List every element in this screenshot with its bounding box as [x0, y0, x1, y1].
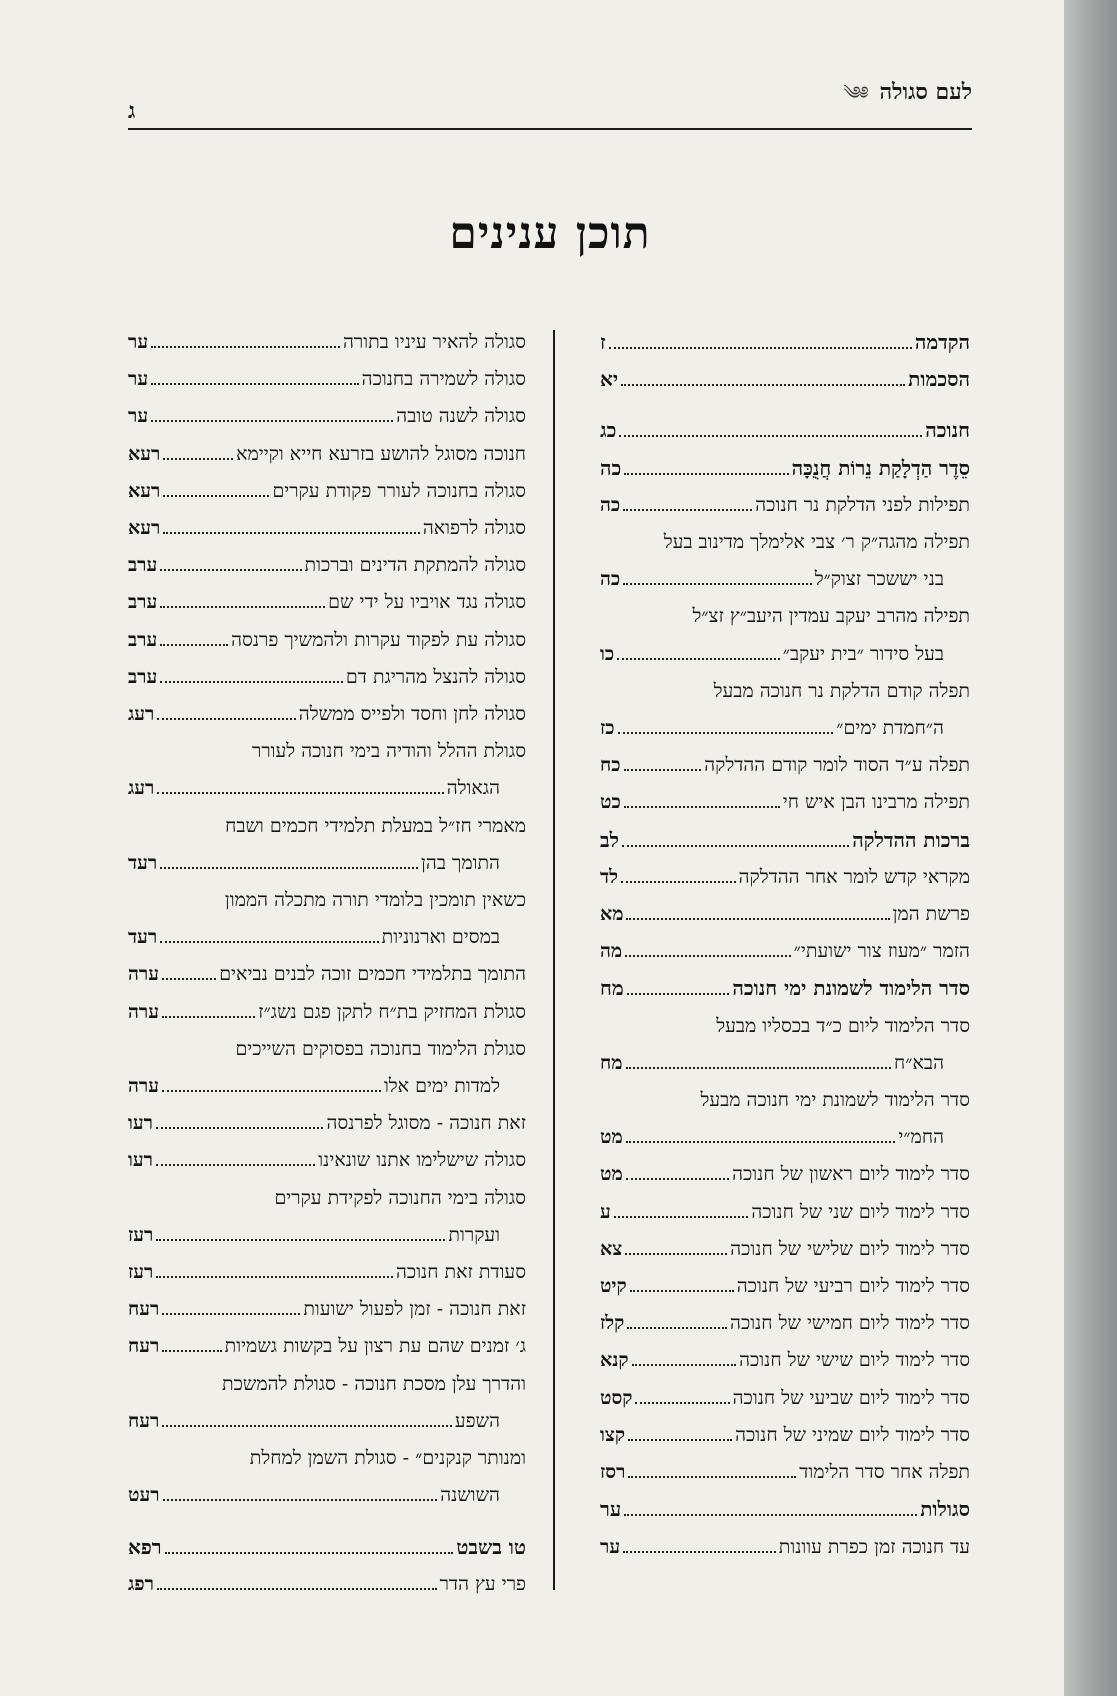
toc-entry [128, 1328, 526, 1365]
dot-leader [609, 347, 912, 349]
toc-entry-title: סדר הלימוד ליום כ״ד בכסליו מבעל [716, 1014, 970, 1037]
dot-leader [160, 569, 301, 571]
toc-entry-title: החמ״י [898, 1126, 944, 1149]
toc-entry [600, 673, 970, 747]
toc-entry-title: סדר לימוד ליום שני של חנוכה [751, 1200, 970, 1223]
toc-entry-title: מאמרי חז״ל במעלת תלמידי חכמים ושבח [225, 814, 526, 837]
toc-entry-title: עד חנוכה זמן כפרת עוונות [778, 1535, 970, 1558]
toc-entry-page: רעג [128, 777, 155, 800]
toc-entry [600, 1342, 970, 1379]
toc-entry-title: סגולות [920, 1497, 970, 1522]
book-page-edge [1064, 0, 1117, 1696]
running-header [128, 80, 972, 130]
toc-entry-title: תפלה אחר סדר הלימוד [799, 1461, 970, 1484]
toc-entry-title: סדר לימוד ליום שלישי של חנוכה [730, 1237, 970, 1260]
toc-entry [600, 1194, 970, 1231]
toc-entry-page: רעא [128, 479, 161, 502]
toc-entry-title: ג׳ זמנים שהם עת רצון על בקשות גשמיות [224, 1335, 526, 1358]
page-title: תוכן ענינים [449, 208, 651, 259]
dot-leader [624, 473, 788, 475]
toc-entry-title: הסכמות [908, 367, 970, 392]
toc-entry [600, 1454, 970, 1491]
dot-leader [624, 806, 780, 808]
toc-entry-page: ז [600, 330, 606, 354]
toc-entry-title: זאת חנוכה - זמן לפעול ישועות [303, 1298, 526, 1321]
toc-entry [128, 1366, 526, 1440]
toc-entry-title: מקראי קדש לומר אחר ההדלקה [738, 865, 970, 888]
toc-entry-title: תפילות לפני הדלקת נר חנוכה [755, 493, 970, 516]
dot-leader [621, 384, 905, 386]
ornament-icon: ༄༅ [843, 83, 869, 104]
toc-entry-page: קיט [600, 1275, 627, 1298]
toc-entry [128, 956, 526, 993]
toc-entry-page: רעט [128, 1484, 160, 1507]
toc-entry-title: התומך בהן [421, 851, 500, 874]
toc-entry-title: בעל סידור ״בית יעקב״ [782, 642, 944, 665]
dot-leader [626, 1178, 729, 1180]
toc-entry [600, 412, 970, 449]
dot-leader [622, 845, 849, 847]
dot-leader [628, 1439, 732, 1441]
toc-entry-title: סגולה נגד אויביו על ידי שם [328, 591, 526, 614]
dot-leader [165, 1552, 454, 1554]
dot-leader [163, 458, 233, 460]
toc-column-right [600, 324, 970, 1566]
toc-entry [128, 510, 526, 547]
toc-entry-page: רעד [128, 926, 158, 949]
toc-entry-title: סגולה להאיר עיניו בתורה [342, 331, 526, 353]
toc-entry-page: רסז [600, 1461, 626, 1484]
toc-entry-title: סדר לימוד ליום שמיני של חנוכה [735, 1423, 970, 1446]
toc-entry-title: הבא״ח [894, 1051, 944, 1074]
dot-leader [626, 1141, 896, 1143]
toc-entry [600, 1156, 970, 1193]
dot-leader [618, 732, 834, 734]
toc-entry [600, 859, 970, 896]
toc-entry-title: טו בשבט [456, 1534, 526, 1559]
toc-entry-title: סדר לימוד ליום ראשון של חנוכה [732, 1163, 970, 1186]
dot-leader [624, 769, 702, 771]
dot-leader [162, 978, 216, 980]
dot-leader [162, 1350, 221, 1352]
toc-entry-title: השפע [454, 1409, 500, 1432]
toc-entry-page: מא [600, 903, 624, 926]
toc-entry [600, 970, 970, 1007]
toc-entry-title: סדר הלימוד לשמונת ימי חנוכה מבעל [700, 1089, 970, 1112]
dot-leader [156, 1239, 445, 1241]
dot-leader [625, 955, 790, 957]
toc-entry-page: ערה [128, 1000, 160, 1023]
toc-entry-page: ערה [128, 963, 160, 986]
toc-entry [600, 822, 970, 859]
dot-leader [623, 1551, 776, 1553]
toc-entry-title: סגולה לשמירה בחנוכה [361, 368, 526, 391]
dot-leader [626, 918, 889, 920]
toc-entry-page: מח [600, 976, 624, 1001]
dot-leader [160, 867, 418, 869]
dot-leader [635, 1402, 729, 1404]
toc-entry-title: סדר לימוד ליום שביעי של חנוכה [732, 1386, 970, 1409]
toc-entry-page: רעו [128, 1149, 153, 1172]
toc-entry-page: רעו [128, 1112, 153, 1135]
toc-entry-title: סגולה עת לפקוד עקרות ולהמשיך פרנסה [231, 628, 526, 651]
toc-entry-page: ער [128, 405, 149, 428]
toc-entry-title: הזמר ״מעוז צור ישועתי״ [793, 940, 970, 963]
toc-entry-page: רעג [128, 703, 155, 726]
toc-entry-title: כשאין תומכין בלומדי תורה מתכלה הממון [224, 889, 526, 912]
toc-entry-title: סגולה לשנה טובה [396, 405, 526, 428]
toc-entry-title: סדר לימוד ליום רביעי של חנוכה [736, 1275, 970, 1298]
toc-entry-title: סגולה להמתקת הדינים וברכות [304, 554, 526, 577]
toc-entry [600, 324, 970, 361]
toc-entry-title: סדר לימוד ליום שישי של חנוכה [739, 1349, 970, 1372]
toc-entry-title: סגולה בימי החנוכה לפקידת עקרים [274, 1186, 526, 1209]
dot-leader [162, 1313, 300, 1315]
toc-entry [600, 1380, 970, 1417]
toc-entry-page: כה [600, 568, 621, 591]
toc-entry-title: למדות ימים אלו [383, 1075, 500, 1098]
toc-entry [128, 1566, 526, 1603]
toc-entry [128, 584, 526, 621]
toc-entry [128, 622, 526, 659]
toc-entry [128, 1440, 526, 1514]
toc-entry-title: פרי עץ הדר [439, 1572, 526, 1595]
toc-entry-page: רעח [128, 1409, 160, 1432]
dot-leader [160, 941, 378, 943]
toc-entry [600, 1491, 970, 1528]
dot-leader [623, 583, 811, 585]
toc-entry-title: ה״חמדת ימים״ [836, 717, 944, 740]
toc-entry-page: ע [600, 1200, 611, 1223]
dot-leader [160, 681, 343, 683]
toc-entry-title: סגולה בחנוכה לעורר פקודת עקרים [272, 479, 526, 502]
toc-entry-page: רעד [128, 851, 158, 874]
toc-entry-title: סגולת הלימוד בחנוכה בפסוקים השייכים [235, 1037, 526, 1060]
dot-leader [151, 420, 393, 422]
toc-entry-page: כה [600, 455, 622, 480]
toc-entry [128, 398, 526, 435]
column-divider [553, 330, 555, 1590]
toc-entry [600, 784, 970, 821]
toc-entry-title: זאת חנוכה - מסוגל לפרנסה [326, 1112, 526, 1135]
toc-entry [600, 1268, 970, 1305]
toc-entry-page: ערה [128, 1075, 160, 1098]
dot-leader [627, 1327, 727, 1329]
toc-entry [600, 933, 970, 970]
toc-entry-title: הקדמה [914, 330, 970, 354]
toc-entry-title: סדר לימוד ליום חמישי של חנוכה [730, 1312, 970, 1335]
toc-entry-page: רפא [128, 1534, 162, 1559]
toc-entry-title: והדרך עלן מסכת חנוכה - סגולת להמשכת [222, 1372, 526, 1395]
dot-leader [162, 1016, 255, 1018]
dot-leader [156, 1276, 393, 1278]
toc-entry [128, 1180, 526, 1254]
dot-leader [156, 1164, 315, 1166]
toc-entry-page: כט [600, 791, 621, 814]
toc-entry-page: רעא [128, 442, 161, 465]
dot-leader [157, 1588, 437, 1590]
dot-leader [157, 792, 443, 794]
toc-entry-title: תפילה מרבינו הבן איש חי [782, 791, 970, 814]
toc-entry [600, 361, 970, 398]
toc-entry [128, 361, 526, 398]
toc-entry-title: סֵדֶר הַדְלָקַת נֵרוֹת חֲנֻכָּה [791, 455, 970, 480]
toc-entry [128, 1291, 526, 1328]
toc-entry-page: קסט [600, 1386, 633, 1409]
toc-entry [600, 1529, 970, 1566]
toc-entry-page: רעז [128, 1261, 154, 1284]
toc-entry [600, 1082, 970, 1156]
page-number: ג [128, 98, 136, 124]
dot-leader [160, 644, 228, 646]
toc-entry [128, 1529, 526, 1566]
toc-entry [128, 436, 526, 473]
dot-leader [628, 1476, 796, 1478]
toc-entry-page: כח [600, 754, 621, 777]
toc-column-left [128, 324, 526, 1603]
toc-entry-title: במסים וארנוניות [381, 926, 500, 949]
toc-entry-title: תפלה קודם הדלקת נר חנוכה מבעל [713, 679, 970, 702]
dot-leader [163, 532, 420, 534]
dot-leader [160, 606, 325, 608]
toc-entry-title: התומך בתלמידי חכמים זוכה לבנים נביאים [219, 963, 526, 986]
toc-entry-page: כה [600, 493, 621, 516]
toc-entry-page: ערב [128, 665, 158, 688]
dot-leader [619, 435, 922, 437]
dot-leader [624, 1514, 917, 1516]
dot-leader [163, 495, 269, 497]
toc-entry [600, 450, 970, 487]
toc-entry-page: ער [128, 331, 149, 353]
toc-entry [600, 1417, 970, 1454]
dot-leader [614, 1216, 749, 1218]
dot-leader [623, 509, 752, 511]
toc-entry-page: כג [600, 418, 617, 443]
toc-entry-page: צא [600, 1237, 623, 1260]
toc-entry [128, 882, 526, 956]
toc-entry-title: סגולת המחזיק בת״ח לתקן פגם נשג״ז [258, 1000, 526, 1023]
toc-entry-page: כז [600, 717, 615, 740]
toc-entry [128, 1105, 526, 1142]
toc-entry-page: לד [600, 865, 619, 888]
toc-entry-title: פרשת המן [892, 903, 970, 926]
toc-entry [128, 473, 526, 510]
running-title: לעם סגולה [879, 79, 972, 105]
toc-entry-page: רעח [128, 1335, 160, 1358]
toc-entry-title: סדר הלימוד לשמונת ימי חנוכה [732, 976, 970, 1001]
toc-entry-page: רפג [128, 1572, 154, 1595]
toc-entry-title: ומנותר קנקנים״ - סגולת השמן למחלת [249, 1447, 526, 1470]
toc-entry-title: תפלה ע״ד הסוד לומר קודם ההדלקה [704, 754, 970, 777]
dot-leader [630, 1290, 734, 1292]
dot-leader [621, 881, 736, 883]
toc-entry-page: קנא [600, 1349, 629, 1372]
toc-entry-title: סגולה לחן וחסד ולפייס ממשלה [298, 703, 526, 726]
toc-entry-page: יא [600, 367, 619, 392]
toc-entry-page: מח [600, 1051, 623, 1074]
toc-entry [600, 1305, 970, 1342]
toc-entry-title: בני יששכר זצוק״ל [814, 568, 944, 591]
toc-entry [600, 1231, 970, 1268]
toc-entry [128, 324, 526, 361]
toc-entry-page: ערב [128, 554, 158, 577]
dot-leader [151, 346, 340, 348]
toc-entry [128, 994, 526, 1031]
toc-entry-page: רעז [128, 1223, 154, 1246]
toc-entry-title: סגולה שישלימו אתנו שונאינו [318, 1149, 526, 1172]
dot-leader [627, 993, 730, 995]
toc-entry-page: כו [600, 642, 615, 665]
toc-entry [600, 747, 970, 784]
toc-entry-title: ברכות ההדלקה [852, 827, 970, 852]
dot-leader [162, 1090, 381, 1092]
toc-entry-page: ערב [128, 591, 158, 614]
toc-entry [600, 524, 970, 598]
dot-leader [163, 1499, 438, 1501]
toc-entry [128, 1142, 526, 1179]
toc-entry-title: סגולה לרפואה [422, 517, 526, 540]
toc-entry [128, 733, 526, 807]
dot-leader [617, 658, 780, 660]
toc-entry [600, 598, 970, 672]
dot-leader [162, 1425, 452, 1427]
toc-entry-title: סגולת ההלל והודיה בימי חנוכה לעורר [252, 740, 526, 763]
toc-entry-page: רעח [128, 1298, 160, 1321]
toc-entry [128, 696, 526, 733]
toc-entry-page: ער [600, 1497, 622, 1522]
toc-entry-title: חנוכה [925, 418, 970, 443]
toc-entry-title: הגאולה [446, 777, 500, 800]
toc-entry [600, 1008, 970, 1082]
toc-entry-page: מט [600, 1126, 623, 1149]
dot-leader [151, 383, 359, 385]
toc-entry-title: ועקרות [448, 1223, 500, 1246]
toc-entry-title: תפילה מהרב יעקב עמדין היעב״ץ זצ״ל [692, 605, 970, 628]
toc-entry-title: השושנה [440, 1484, 500, 1507]
toc-entry-page: ער [600, 1535, 621, 1558]
toc-entry-page: רעא [128, 517, 161, 540]
dot-leader [626, 1067, 892, 1069]
toc-entry [128, 1254, 526, 1291]
toc-entry-title: תפילה מהגה״ק ר׳ צבי אלימלך מדינוב בעל [663, 531, 970, 554]
toc-entry [600, 487, 970, 524]
toc-entry [128, 659, 526, 696]
toc-entry-page: קלז [600, 1312, 625, 1335]
toc-entry-page: לב [600, 827, 619, 852]
toc-entry-page: קצו [600, 1423, 625, 1446]
dot-leader [157, 718, 295, 720]
toc-entry-page: מט [600, 1163, 623, 1186]
dot-leader [625, 1253, 727, 1255]
toc-entry [600, 896, 970, 933]
toc-entry-title: סעודת זאת חנוכה [395, 1261, 526, 1284]
toc-entry [128, 1031, 526, 1105]
toc-entry [128, 547, 526, 584]
toc-entry-page: מה [600, 940, 623, 963]
dot-leader [632, 1364, 737, 1366]
toc-entry-title: חנוכה מסוגל להושע בזרעא חייא וקיימא [236, 442, 526, 465]
toc-entry-page: ערב [128, 628, 158, 651]
toc-entry-title: סגולה להנצל מהריגת דם [345, 665, 526, 688]
toc-entry-page: ער [128, 368, 149, 391]
dot-leader [156, 1127, 324, 1129]
toc-entry [128, 808, 526, 882]
